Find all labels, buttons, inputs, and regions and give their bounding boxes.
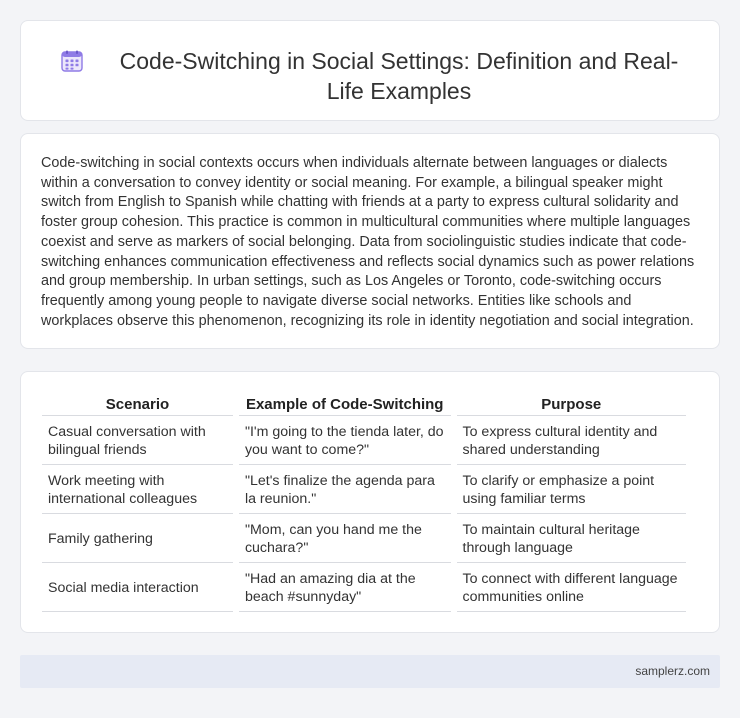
example-cell: "Mom, can you hand me the cuchara?" [239, 514, 451, 563]
title-row [61, 46, 689, 106]
scenario-cell: Casual conversation with bilingual friends [42, 416, 233, 465]
page-title: Code-Switching in Social Settings: Definition and Real-Life Examples [119, 48, 679, 104]
examples-table-card [20, 371, 720, 633]
description-paragraph: Code-switching in social contexts occurs when individuals alternate between languages or dialects within a conversation to convey identity or social meaning. For example, a bilingual speaker might switch from English to Spanish while chatting with friends at a party to express cultural solidarity and foster group cohesion. This practice is common in multicultural communities where multiple languages coexist and serve as markers of social belonging. Data from sociolinguistic studies indicate that code-switching enhances communication effectiveness and reflects social dynamics such as power relations and group membership. In urban settings, such as Los Angeles or Toronto, code-switching occurs frequently among young people to navigate diverse social networks. Entities like schools and workplaces observe this phenomenon, recognizing its role in identity negotiation and social integration. [41, 155, 695, 329]
purpose-cell: To clarify or emphasize a point using familiar terms [457, 465, 687, 514]
purpose-cell: To maintain cultural heritage through language [457, 514, 687, 563]
table-row [42, 465, 686, 514]
purpose-cell: To express cultural identity and shared understanding [457, 416, 687, 465]
footer-bar [20, 655, 720, 688]
column-header-scenario: Scenario [42, 392, 233, 416]
table-row [42, 514, 686, 563]
examples-table [36, 392, 692, 612]
table-row [42, 563, 686, 612]
example-cell: "I'm going to the tienda later, do you want to come?" [239, 416, 451, 465]
table-header-row [42, 392, 686, 416]
scenario-cell: Work meeting with international colleagues [42, 465, 233, 514]
scenario-cell: Family gathering [42, 514, 233, 563]
table-row [42, 416, 686, 465]
example-cell: "Let's finalize the agenda para la reunion." [239, 465, 451, 514]
column-header-purpose: Purpose [457, 392, 687, 416]
header-card [20, 20, 720, 121]
purpose-cell: To connect with different language communities online [457, 563, 687, 612]
footer-site-link[interactable]: samplerz.com [635, 664, 710, 678]
column-header-example: Example of Code-Switching [239, 392, 451, 416]
description-card [20, 133, 720, 349]
scenario-cell: Social media interaction [42, 563, 233, 612]
example-cell: "Had an amazing dia at the beach #sunnyday" [239, 563, 451, 612]
calendar-grid-icon [61, 50, 83, 72]
